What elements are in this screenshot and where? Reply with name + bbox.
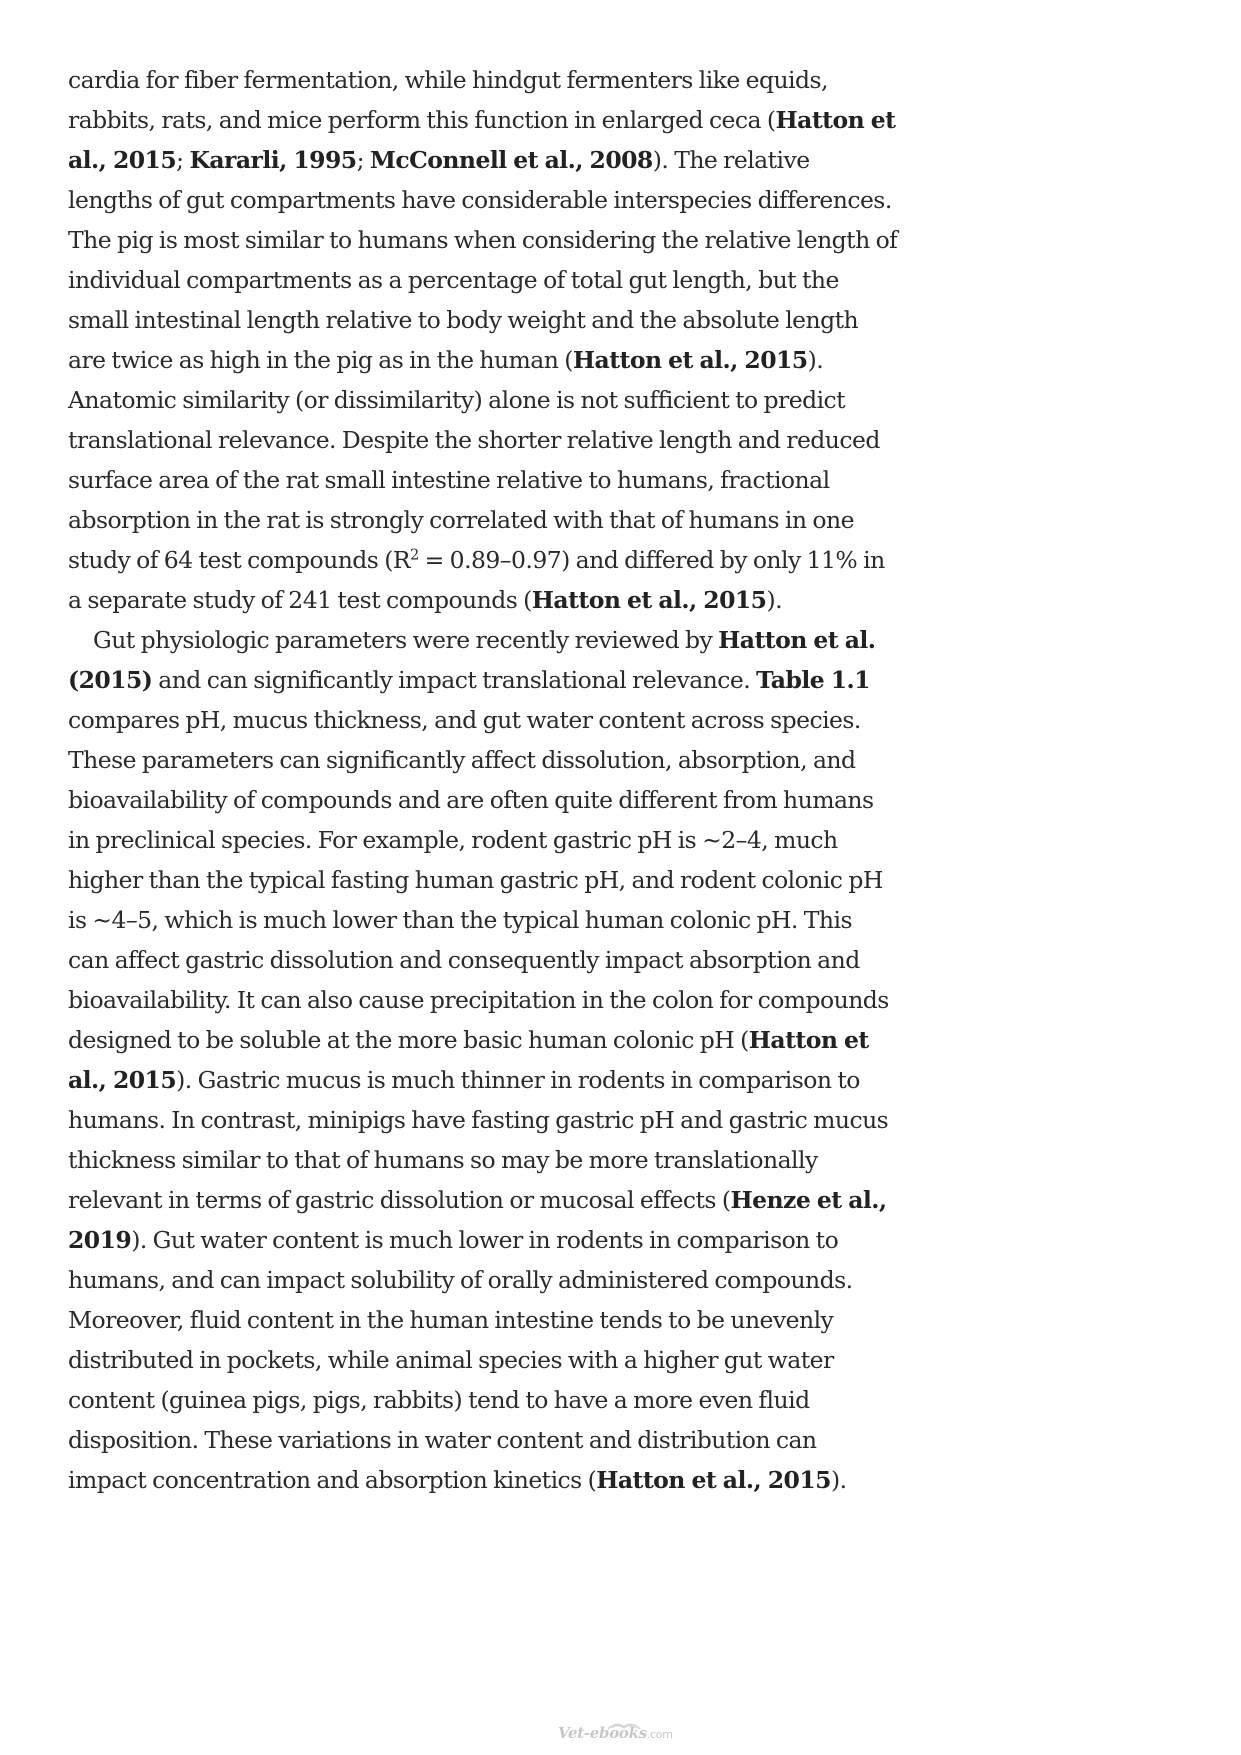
citation-link[interactable]: Hatton et al., 2015 <box>531 586 767 614</box>
citation-link[interactable]: Hatton et al., 2015 <box>68 106 896 174</box>
paragraph: Gut physiologic parameters were recently reviewed by Hatton et al. (2015) and can significantly impact translational relevance. Table 1.1 compares pH, mucus thickness, and gut water content across species. These parameters can significantly affect dissolution, absorption, and bioavailability of compounds and are often quite different from humans in preclinical species. For example, rodent gastric pH is ~2–4, much higher than the typical fasting human gastric pH, and rodent colonic pH is ~4–5, which is much lower than the typical human colonic pH. This can affect gastric dissolution and consequently impact absorption and bioavailability. It can also cause precipitation in the colon for compounds designed to be soluble at the more basic human colonic pH (Hatton et al., 2015). Gastric mucus is much thinner in rodents in comparison to humans. In contrast, minipigs have fasting gastric pH and gastric mucus thickness similar to that of humans so may be more translationally relevant in terms of gastric dissolution or mucosal effects (Henze et al., 2019). Gut water content is much lower in rodents in comparison to humans, and can impact solubility of orally administered compounds. Moreover, fluid content in the human intestine tends to be unevenly distributed in pockets, while animal species with a higher gut water content (guinea pigs, pigs, rabbits) tend to have a more even fluid disposition. These variations in water content and distribution can impact concentration and absorption kinetics (Hatton et al., 2015). <box>68 626 889 1494</box>
paragraph: cardia for fiber fermentation, while hindgut fermenters like equids, rabbits, rats, and mice perform this function in enlarged ceca (Hatton et al., 2015; Kararli, 1995; McConnell et al., 2008). The relative lengths of gut compartments have considerable interspecies differences. The pig is most similar to humans when considering the relative length of individual compartments as a percentage of total gut length, but the small intestinal length relative to body weight and the absolute length are twice as high in the pig as in the human (Hatton et al., 2015). Anatomic similarity (or dissimilarity) alone is not sufficient to predict translational relevance. Despite the shorter relative length and reduced surface area of the rat small intestine relative to humans, fractional absorption in the rat is strongly correlated with that of humans in one study of 64 test compounds $(R^2 = 0.89-0.97)$ and differed by only 11% in a separate study of 241 test compounds (Hatton et al., 2015). <box>68 66 898 614</box>
citation-link[interactable]: Hatton et al., 2015 <box>572 346 808 374</box>
citation-link[interactable]: Henze et al., 2019 <box>68 1186 887 1254</box>
watermark-text: Vet-ebooks.com <box>558 1724 673 1742</box>
citation-link[interactable]: Hatton et al., 2015 <box>596 1466 831 1494</box>
citation-link[interactable]: Hatton et al. (2015) <box>68 626 876 694</box>
citation-link[interactable]: McConnell et al., 2008 <box>369 146 653 174</box>
citation-link[interactable]: Hatton et al., 2015 <box>68 1026 869 1094</box>
watermark-logo <box>558 1724 688 1744</box>
superscript: 2 <box>409 546 419 564</box>
table-link[interactable]: Table 1.1 <box>756 666 870 694</box>
body-text <box>68 60 898 1500</box>
citation-link[interactable]: Kararli, 1995 <box>189 146 357 174</box>
